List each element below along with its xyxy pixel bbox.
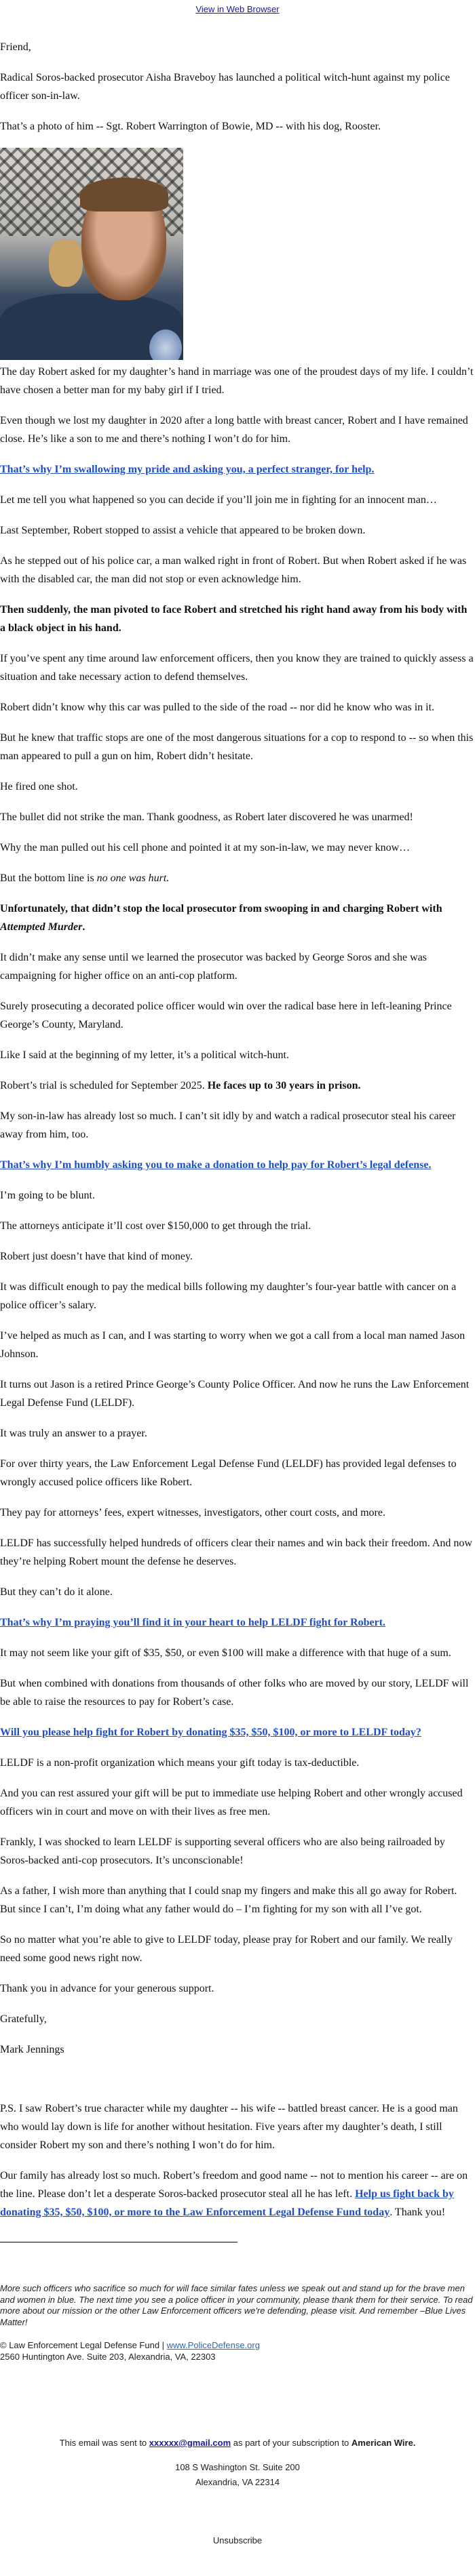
bold-paragraph: [0, 900, 475, 936]
paragraph: As a father, I wish more than anything that I could snap my fingers and make this all go away for Robert. But since I can’t, I’m doing what any father would do – I’m fighting for my son with all I’ve got.: [0, 1885, 457, 1915]
email-footer: [0, 2436, 475, 2548]
paragraph: Last September, Robert stopped to assist a vehicle that appeared to be broken down.: [0, 525, 366, 536]
paragraph: As he stepped out of his police car, a man walked right in front of Robert. But when Robert asked if he was with the disabled car, the man did not stop or even acknowledge him.: [0, 555, 467, 585]
bold-paragraph: Then suddenly, the man pivoted to face Robert and stretched his right hand away from his body with a black object in his hand.: [0, 604, 468, 634]
paragraph: If you’ve spent any time around law enforcement officers, then you know they are trained to quickly assess a situation and take necessary action to defend themselves.: [0, 653, 474, 683]
paragraph: It was truly an answer to a prayer.: [0, 1428, 147, 1439]
paragraph: [0, 1076, 475, 1095]
brand-name: American Wire.: [351, 2438, 416, 2448]
paragraph: LELDF is a non-profit organization which means your gift today is tax-deductible.: [0, 1757, 360, 1769]
preheader: [0, 0, 475, 31]
paragraph: They pay for attorneys’ fees, expert witnesses, investigators, other court costs, and more.: [0, 1507, 385, 1518]
address-line: Alexandria, VA 22314: [195, 2477, 280, 2487]
paragraph: So no matter what you’re able to give to LELDF today, please pray for Robert and our family. We really need some good news right now.: [0, 1934, 453, 1964]
paragraph: The day Robert asked for my daughter’s hand in marriage was one of the proudest days of my life. I couldn’t have chosen a better man for my baby girl if I tried.: [0, 366, 474, 396]
paragraph: My son-in-law has already lost so much. I can’t sit idly by and watch a radical prosecutor steal his career away from him, too.: [0, 1110, 456, 1140]
paragraph: For over thirty years, the Law Enforcement Legal Defense Fund (LELDF) has provided legal defenses to wrongly accused police officers like Robert.: [0, 1458, 457, 1488]
copyright: © Law Enforcement Legal Defense Fund |: [0, 2340, 167, 2350]
text: . Thank you!: [390, 2207, 446, 2218]
unsubscribe-link[interactable]: Unsubscribe: [212, 2535, 263, 2545]
subscription-notice: [0, 2436, 475, 2451]
donate-link[interactable]: Help us fight back by donating $35, $50, $100, or more to the Law Enforcement Legal Defense Fund today: [0, 2188, 454, 2218]
organization-address: 2560 Huntington Ave. Suite 203, Alexandria, VA, 22303: [0, 2351, 216, 2362]
recipient-email-link[interactable]: xxxxxx@gmail.com: [149, 2438, 231, 2448]
officer-with-dog-photo: [0, 148, 183, 360]
donate-link[interactable]: Will you please help fight for Robert by donating $35, $50, $100, or more to LELDF today?: [0, 1727, 421, 1738]
paragraph: It may not seem like your gift of $35, $50, or even $100 will make a difference with that huge of a sum.: [0, 1647, 451, 1659]
text: This email was sent to: [59, 2438, 149, 2448]
signature: Mark Jennings: [0, 2044, 64, 2055]
letter-body: [0, 31, 475, 2221]
paragraph: Like I said at the beginning of my letter, it’s a political witch-hunt.: [0, 1049, 289, 1061]
paragraph: Even though we lost my daughter in 2020 after a long battle with breast cancer, Robert and I have remained close. He’s like a son to me and there’s nothing I won’t do for him.: [0, 415, 468, 445]
paragraph: Radical Soros-backed prosecutor Aisha Braveboy has launched a political witch-hunt against my police officer son-in-law.: [0, 72, 450, 102]
paragraph: And you can rest assured your gift will be put to immediate use helping Robert and other wrongly accused officers win in court and move on with their lives as free men.: [0, 1788, 463, 1817]
paragraph: The attorneys anticipate it’ll cost over $150,000 to get through the trial.: [0, 1220, 311, 1232]
donate-link[interactable]: That’s why I’m swallowing my pride and asking you, a perfect stranger, for help.: [0, 464, 375, 475]
paragraph: But he knew that traffic stops are one of the most dangerous situations for a cop to respond to -- so when this man appeared to pull a gun on him, Robert didn’t hesitate.: [0, 732, 474, 762]
paragraph: Let me tell you what happened so you can decide if you’ll join me in fighting for an innocent man…: [0, 494, 437, 506]
greeting: Friend,: [0, 41, 31, 53]
bold-text: He faces up to 30 years in prison.: [207, 1080, 361, 1091]
paragraph: Robert just doesn’t have that kind of money.: [0, 1251, 193, 1262]
text: as part of your subscription to: [231, 2438, 352, 2448]
paragraph: It turns out Jason is a retired Prince George’s County Police Officer. And now he runs the Law Enforcement Legal Defense Fund (LELDF).: [0, 1379, 470, 1409]
view-in-browser-link[interactable]: View in Web Browser: [195, 4, 280, 14]
paragraph: The bullet did not strike the man. Thank goodness, as Robert later discovered he was unarmed!: [0, 811, 413, 823]
paragraph: But they can’t do it alone.: [0, 1586, 113, 1598]
paragraph: I’ve helped as much as I can, and I was starting to worry when we got a call from a local man named Jason Johnson.: [0, 1330, 466, 1360]
paragraph: I’m going to be blunt.: [0, 1190, 95, 1201]
text: .: [82, 921, 86, 933]
text: Robert’s trial is scheduled for September 2025.: [0, 1080, 208, 1091]
paragraph: LELDF has successfully helped hundreds of officers clear their names and win back their freedom. And now they’re helping Robert mount the defense he deserves.: [0, 1537, 472, 1567]
sender-address: [0, 2460, 475, 2490]
organization-info: [0, 2340, 475, 2362]
postscript: P.S. I saw Robert’s true character while my daughter -- his wife -- battled breast cancer. He is a good man who would lay down is life for another without hesitation. Five years after my daughter’s death, I still consider Robert my son and there’s nothing I won’t do for him.: [0, 2103, 458, 2151]
paragraph: That’s a photo of him -- Sgt. Robert Warrington of Bowie, MD -- with his dog, Rooster.: [0, 121, 381, 132]
emphasis: no one was hurt.: [96, 872, 170, 884]
closing: Gratefully,: [0, 2013, 47, 2025]
paragraph: Thank you in advance for your generous support.: [0, 1983, 214, 1994]
emphasis: Attempted Murder: [0, 921, 83, 933]
text: Our family has already lost so much. Robert’s freedom and good name -- not to mention his career -- are on the line. Please don’t let a desperate Soros-backed prosecutor steal all he has left.: [0, 2170, 468, 2200]
address-line: 108 S Washington St. Suite 200: [175, 2462, 300, 2472]
paragraph: Robert didn’t know why this car was pulled to the side of the road -- nor did he know who was in it.: [0, 702, 435, 713]
donate-link[interactable]: That’s why I’m praying you’ll find it in your heart to help LELDF fight for Robert.: [0, 1617, 386, 1628]
text: Unfortunately, that didn’t stop the local prosecutor from swooping in and charging Robert with: [0, 903, 442, 914]
paragraph: It didn’t make any sense until we learned the prosecutor was backed by George Soros and she was campaigning for higher office on an anti-cop platform.: [0, 952, 428, 982]
paragraph: Why the man pulled out his cell phone and pointed it at my son-in-law, we may never know…: [0, 842, 411, 853]
paragraph: Surely prosecuting a decorated police officer would win over the radical base here in left-leaning Prince George’s County, Maryland.: [0, 1001, 452, 1030]
text: But the bottom line is: [0, 872, 97, 884]
postscript: [0, 2167, 475, 2221]
paragraph: [0, 869, 475, 887]
paragraph: It was difficult enough to pay the medical bills following my daughter’s four-year battle with cancer on a police officer’s salary.: [0, 1281, 457, 1311]
paragraph: But when combined with donations from thousands of other folks who are moved by our story, LELDF will be able to raise the resources to pay for Robert’s case.: [0, 1678, 469, 1708]
website-link[interactable]: www.PoliceDefense.org: [166, 2340, 260, 2350]
donate-link[interactable]: That’s why I’m humbly asking you to make a donation to help pay for Robert’s legal defense.: [0, 1159, 432, 1171]
paragraph: Frankly, I was shocked to learn LELDF is supporting several officers who are also being railroaded by Soros-backed anti-cop prosecutors. It’s unconscionable!: [0, 1836, 445, 1866]
legal-disclaimer: More such officers who sacrifice so much for will face similar fates unless we speak out and stand up for the brave men and women in blue. The next time you see a police officer in your community, please thank them for their service. To read more about our mission or the other Law Enforcement officers we're defending, please visit. And remember –Blue Lives Matter!: [0, 2283, 473, 2327]
paragraph: He fired one shot.: [0, 781, 78, 792]
